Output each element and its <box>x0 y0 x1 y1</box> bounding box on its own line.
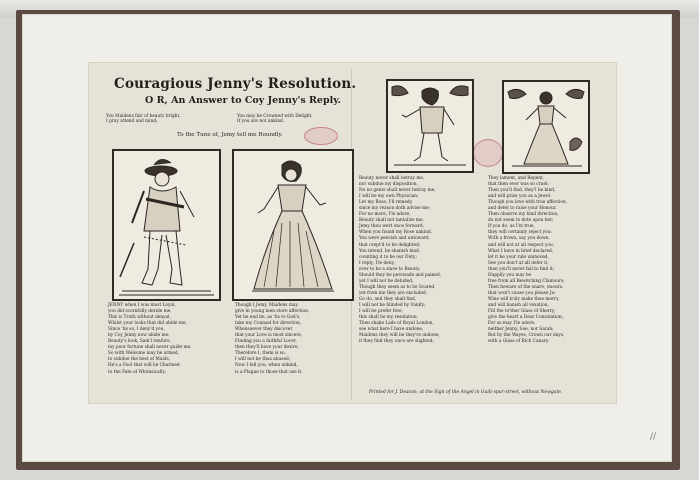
ballad-line: You were peevish and untoward, <box>359 236 431 242</box>
ballad-line: Finding you a faithful Lover, <box>235 339 297 345</box>
ballad-line: since my reason doth advise me: <box>359 206 431 212</box>
ballad-line: I will not be blinded by Vanity; <box>359 302 426 308</box>
intro-verse-left: You Maidens fair of beauty bright, I pray attend and mind; <box>106 114 181 125</box>
ballad-line: I reply, I'le deny, <box>359 260 395 266</box>
ballad-line: This is Truth without denyal, <box>108 315 171 321</box>
ballad-line: that then ever was so cruel: <box>488 182 549 188</box>
ballad-line: counting it to be our Duty; <box>359 254 417 260</box>
ballad-line: I will be prefer free, <box>359 309 403 315</box>
ballad-line: Then shake Lads of Royal London, <box>359 321 434 327</box>
cavalier-woodcut <box>112 149 221 301</box>
ballad-line: Then you'll find, they'l be kind, <box>488 188 556 194</box>
ballad-line: JENNY when I was most Loyal, <box>108 303 176 308</box>
ballad-line: to the Fate of Whimsically; <box>108 369 167 375</box>
ballad-line: by Coy Jenny now abide me: <box>108 333 170 339</box>
ballad-subtitle: O R, An Answer to Coy Jenny's Reply. <box>145 95 341 106</box>
lady-woodcut <box>232 149 354 301</box>
ballad-line: let it be your rule unmoved, <box>488 254 549 260</box>
ballad-line: Beauty never shall betray me, <box>359 176 425 181</box>
ballad-line: that your Love is most sincere, <box>235 333 303 339</box>
ballad-line: Maidens they will be they're undone, <box>359 333 440 339</box>
small-lady-woodcut <box>502 80 590 174</box>
ballad-line: You intend, be shanish lead, <box>359 248 421 254</box>
ballad-line: nor subdue my disposition, <box>359 182 418 188</box>
small-cavalier-woodcut <box>386 79 474 173</box>
ballad-line: you did scornfully deride me, <box>108 309 172 315</box>
ballad-line: is a Plague to those that use it. <box>235 369 303 375</box>
ballad-line: they will certainly reject you: <box>488 230 552 236</box>
ballad-line: When you found my Rose unkind, <box>359 230 433 236</box>
ballad-line: that crept'd to be delighted; <box>359 242 421 248</box>
ballad-line: He's a Fool that will be Charmed <box>108 363 180 369</box>
text-column-4 <box>488 176 613 345</box>
text-column-2 <box>235 303 351 376</box>
ballad-line: Whilst your looks that did abide me, <box>108 321 187 327</box>
ballad-line: and will prize you as a Jewel. <box>488 194 552 200</box>
ballad-line: I will be my own Physician; <box>359 194 419 200</box>
ballad-line: with a Glass of Rich Canary. <box>488 339 550 345</box>
pencil-mark: // <box>650 432 657 442</box>
ballad-line: Then observe my kind direction, <box>488 212 559 218</box>
ballad-line: I will not be thus abused; <box>235 357 291 363</box>
ballad-line: Happily you may be <box>488 272 532 278</box>
ballad-line: Jemy thou wert once forward, <box>359 224 425 230</box>
ballad-line: Fill the to'ther Glass of Sherry, <box>488 309 556 315</box>
ballad-line: Therefore I, them is so, <box>235 351 286 357</box>
ballad-line: Go do, and they shall find, <box>359 296 417 302</box>
ballad-line: For no more, I'le adore, <box>359 212 411 218</box>
ballad-line: They lament, and Repent, <box>488 176 545 181</box>
ballad-line: Should they be perswade and pained, <box>359 272 442 278</box>
ballad-line: that won't cause you please Ju- <box>488 290 556 296</box>
ballad-line: With a frown, say you down, <box>488 236 550 242</box>
ballad-line: give in young men store affection, <box>235 309 310 315</box>
ballad-line: give the heart a Dear Consolation; <box>488 315 564 321</box>
ballad-line: Now I tell you, when unkind, <box>235 363 298 369</box>
ballad-line: and will not at all respect you. <box>488 242 555 248</box>
ballad-line: Beauty's look, Sam'l renfure, <box>108 339 172 345</box>
ballad-line: So with Welsome may be armed, <box>108 351 180 357</box>
ballad-line: yet I will not be deluded, <box>359 278 414 284</box>
ballad-line: then you'll never fail to find it; <box>488 266 555 272</box>
ballad-line: free from all Bewitching Clamours; <box>488 278 565 284</box>
ballad-line: if they find they once are slighted; <box>359 339 434 345</box>
ballad-line: Beauty shall not tantalize me. <box>359 218 424 224</box>
ballad-line: Then beware of the snare, (mours. <box>488 284 564 290</box>
ballad-title: Couragious Jenny's Resolution. <box>114 76 357 92</box>
ballad-line: No no gents shall never betray me, <box>359 188 436 194</box>
ballad-line: neither Jenny, Sue, nor Sarah; <box>488 327 554 333</box>
tune-line: To the Tune of, Jemy tell me Roundly. <box>177 132 283 138</box>
ballad-line: What I have in brief declared, <box>488 248 554 254</box>
ballad-line: yet from me they are excluded; <box>359 290 428 296</box>
library-stamp <box>304 127 338 145</box>
intro-verse-right: You may be Crowned with Delight, If you are not unkind. <box>237 114 313 125</box>
ballad-line: Yet he end be, as 'tis to God's, <box>235 315 301 321</box>
broadside-sheet <box>89 63 616 403</box>
printer-imprint: Printed for J. Deacon, at the Sign of the Angel in Guilt-spur-street, without Newgate. <box>369 390 563 395</box>
ballad-line: Let my Rose, I'll remedy, <box>359 200 413 206</box>
ballad-line: Since 'tis so, I deny'd you, <box>108 327 165 333</box>
ballad-line: But by the Wayes, Crown our days, <box>488 333 565 339</box>
ballad-line: my poor fortune shall never guide me. <box>108 345 192 351</box>
ballad-line: Though you love with true affection, <box>488 200 568 206</box>
ballad-line: For so may I'le adore, <box>488 321 536 327</box>
ballad-line: to subdue the best of Maids, <box>108 357 171 363</box>
ballad-line: Though they seem as to be Scared, <box>359 284 436 290</box>
ballad-line: then they'll have your desire; <box>235 345 299 351</box>
ballad-line: Whensoever they discover <box>235 327 293 333</box>
ballad-line: Though I Jemy, Maidens may <box>235 303 298 308</box>
ballad-line: ever to be a slave to Beauty. <box>359 266 421 272</box>
ballad-line: Wine will truly make thee merry, <box>488 296 560 302</box>
ballad-line: take my Counsel for direction, <box>235 321 302 327</box>
text-column-1 <box>108 303 226 376</box>
library-stamp <box>473 139 503 167</box>
ballad-line: and will banish all vexation, <box>488 302 549 308</box>
ballad-line: do not seem to dote upon her; <box>488 218 554 224</box>
ballad-line: and defer to raise your Honour, <box>488 206 557 212</box>
text-column-3 <box>359 176 487 345</box>
ballad-line: see what here I have undone, <box>359 327 424 333</box>
ballad-line: See you don't at all defer it, <box>488 260 549 266</box>
ballad-line: this shall be my resolution. <box>359 315 418 321</box>
ballad-line: If you do, as I'm true, <box>488 224 535 230</box>
